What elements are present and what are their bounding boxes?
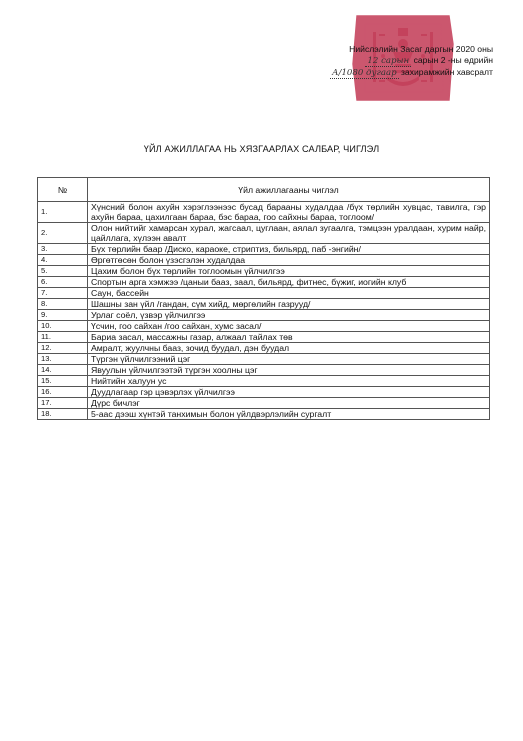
row-number: 1. [38,202,88,223]
row-activity: Бүх төрлийн баар /Диско, караоке, стриптиз, бильярд, паб -энгийн/ [88,244,490,255]
row-number: 3. [38,244,88,255]
row-number: 16. [38,387,88,398]
table-row [38,310,490,321]
row-activity: Цахим болон бүх төрлийн тоглоомын үйлчилгээ [88,266,490,277]
table-header-row [38,178,490,202]
table-row [38,332,490,343]
row-activity: Нийтийн халуун ус [88,376,490,387]
table-row [38,376,490,387]
row-activity: Олон нийтийг хамарсан хурал, жагсаал, цуглаан, аялал зугаалга, тэмцээн уралдаан, хурим найр, цайллага, хүлээн авалт [88,223,490,244]
table-row [38,409,490,420]
row-number: 15. [38,376,88,387]
table-row [38,255,490,266]
row-number: 7. [38,288,88,299]
table-row [38,398,490,409]
row-number: 13. [38,354,88,365]
row-number: 9. [38,310,88,321]
table-row [38,277,490,288]
row-number: 8. [38,299,88,310]
table-row [38,365,490,376]
column-header-number: № [38,178,88,202]
table-row [38,288,490,299]
row-number: 14. [38,365,88,376]
row-activity: Хүнсний болон ахуйн хэрэглээнээс бусад барааны худалдаа /бүх төрлийн хувцас, тавилга, гэр ахуйн бараа, цахилгаан бараа, бэс бараа, гоо сайхны бараа, тоглоом/ [88,202,490,223]
decree-line-1: Нийслэлийн Засаг даргын 2020 оны [349,44,493,54]
restricted-activities-table [37,177,490,420]
row-activity: Амралт, жуулчны бааз, зочид буудал, дэн буудал [88,343,490,354]
decree-line-2-text: сарын 2 -ны өдрийн [413,55,493,65]
table-row [38,321,490,332]
row-number: 5. [38,266,88,277]
row-activity: 5-аас дээш хүнтэй танхимын болон үйлдвэрлэлийн сургалт [88,409,490,420]
decree-line-2 [283,55,493,67]
row-number: 10. [38,321,88,332]
row-number: 2. [38,223,88,244]
row-number: 12. [38,343,88,354]
table-row [38,223,490,244]
handwritten-number: А/1080 дугаар [332,68,397,78]
row-activity: Шашны зан үйл /гандан, сүм хийд, мөргөлийн газрууд/ [88,299,490,310]
column-header-activity: Үйл ажиллагааны чиглэл [88,178,490,202]
row-activity: Урлаг соёл, үзвэр үйлчилгээ [88,310,490,321]
table-row [38,354,490,365]
table-row [38,244,490,255]
row-activity: Бариа засал, массажны газар, алжаал тайлах төв [88,332,490,343]
row-activity: Саун, бассейн [88,288,490,299]
document-title: ҮЙЛ АЖИЛЛАГАА НЬ ХЯЗГААРЛАХ САЛБАР, ЧИГЛЭЛ [143,144,380,154]
table-row [38,343,490,354]
row-activity: Явуулын үйлчилгээтэй түргэн хоолны цэг [88,365,490,376]
row-activity: Өргөтгөсөн болон үзэсгэлэн худалдаа [88,255,490,266]
row-number: 11. [38,332,88,343]
row-activity: Түргэн үйлчилгээний цэг [88,354,490,365]
row-number: 6. [38,277,88,288]
table-row [38,299,490,310]
row-activity: Дүрс бичлэг [88,398,490,409]
row-activity: Дуудлагаар гэр цэвэрлэх үйлчилгээ [88,387,490,398]
decree-line-3 [283,67,493,79]
table-row [38,202,490,223]
row-activity: Үсчин, гоо сайхан /гоо сайхан, хумс засал/ [88,321,490,332]
table-row [38,266,490,277]
row-number: 4. [38,255,88,266]
decree-reference [283,44,493,79]
handwritten-date: 12 сарын [367,56,410,66]
row-activity: Спортын арга хэмжээ /цаныи бааз, заал, бильярд, фитнес, бүжиг, иогийн клуб [88,277,490,288]
row-number: 18. [38,409,88,420]
decree-line-3-text: захирамжийн хавсралт [400,67,493,77]
table-row [38,387,490,398]
row-number: 17. [38,398,88,409]
